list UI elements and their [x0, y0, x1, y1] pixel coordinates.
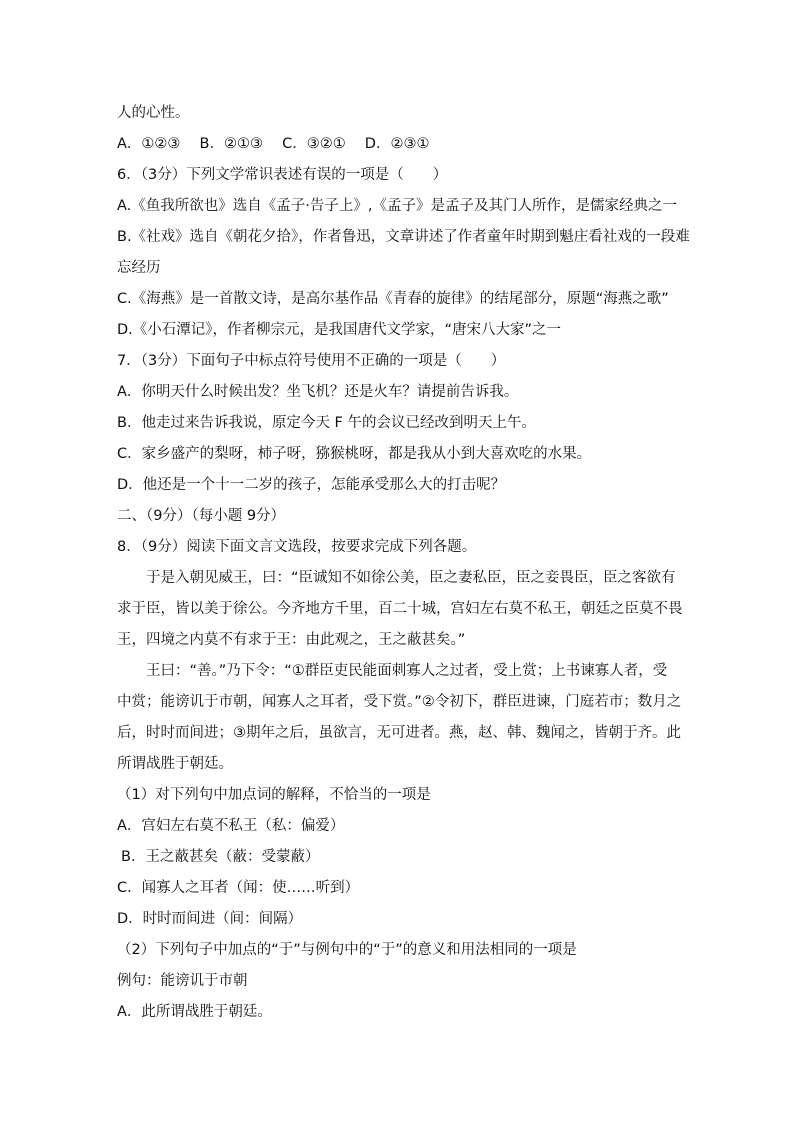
question-7-option-a: A．你明天什么时候出发？坐飞机？还是火车？请提前告诉我。 [117, 384, 519, 400]
answer-options: A．①②③ B．②①③ C．③②① D．②③① [117, 136, 430, 152]
question-6-option-d: D.《小石潭记》，作者柳宗元，是我国唐代文学家，“唐宋八大家”之一 [117, 322, 562, 338]
sub-question-1-option-d: D．时时而间进（间：间隔） [117, 911, 303, 927]
example-sentence: 例句：能谤讥于市朝 [117, 973, 248, 989]
sub-question-1-option-a: A．宫妇左右莫不私王（私：偏爱） [117, 818, 345, 834]
question-6-option-b-cont: 忘经历 [117, 260, 161, 276]
passage-line: 后，时时而间进；③期年之后，虽欲言，无可进者。燕，赵、韩、魏闻之，皆朝于齐。此 [117, 725, 681, 741]
question-8: 8．（9分）阅读下面文言文选段，按要求完成下列各题。 [117, 539, 477, 555]
sub-question-1-option-c: C．闻寡人之耳者（闻：使……听到） [117, 880, 360, 896]
passage-paragraph-1: 于是入朝见威王，曰：“臣诚知不如徐公美，臣之妻私臣，臣之妾畏臣，臣之客欲有 [146, 570, 676, 586]
question-6-option-b: B.《社戏》选自《朝花夕拾》，作者鲁迅，文章讲述了作者童年时期到魁庄看社戏的一段难 [117, 229, 690, 245]
passage-line: 中赏；能谤讥于市朝，闻寡人之耳者，受下赏。”②令初下，群臣进谏，门庭若市；数月之 [117, 694, 682, 710]
passage-paragraph-2: 王曰：“善。”乃下令：“①群臣吏民能面刺寡人之过者，受上赏；上书谏寡人者，受 [146, 663, 668, 679]
question-7: 7．（3分）下面句子中标点符号使用不正确的一项是（ ） [117, 353, 506, 369]
section-2-heading: 二、（9分）（每小题 9分） [117, 508, 286, 524]
sub-question-1-option-b: B．王之蔽甚矣（蔽：受蒙蔽） [121, 849, 320, 865]
document-body [117, 98, 690, 1028]
question-6-option-c: C.《海燕》是一首散文诗，是高尔基作品《青春的旋律》的结尾部分，原题“海燕之歌” [117, 291, 669, 307]
passage-line: 王，四境之内莫不有求于王：由此观之，王之蔽甚矣。” [117, 632, 466, 648]
text-line: 人的心性。 [117, 105, 190, 121]
passage-line: 求于臣，皆以美于徐公。今齐地方千里，百二十城，宫妇左右莫不私王，朝廷之臣莫不畏 [117, 601, 683, 617]
question-6-option-a: A.《鱼我所欲也》选自《孟子·告子上》,《孟子》是孟子及其门人所作，是儒家经典之一 [117, 198, 677, 214]
sub-question-2: （2）下列句子中加点的“于”与例句中的“于”的意义和用法相同的一项是 [117, 942, 577, 958]
passage-line: 所谓战胜于朝廷。 [117, 756, 233, 772]
question-7-option-d: D．他还是一个十一二岁的孩子，怎能承受那么大的打击呢？ [117, 477, 506, 493]
question-7-option-b: B．他走过来告诉我说，原定今天 F 午的会议已经改到明天上午。 [117, 415, 537, 431]
sub-question-2-option-a: A．此所谓战胜于朝廷。 [117, 1004, 272, 1020]
question-6: 6．（3分）下列文学常识表述有误的一项是（ ） [117, 167, 448, 183]
sub-question-1: （1）对下列句中加点词的解释，不恰当的一项是 [117, 787, 431, 803]
question-7-option-c: C．家乡盛产的梨呀，柿子呀，猕猴桃呀，都是我从小到大喜欢吃的水果。 [117, 446, 592, 462]
